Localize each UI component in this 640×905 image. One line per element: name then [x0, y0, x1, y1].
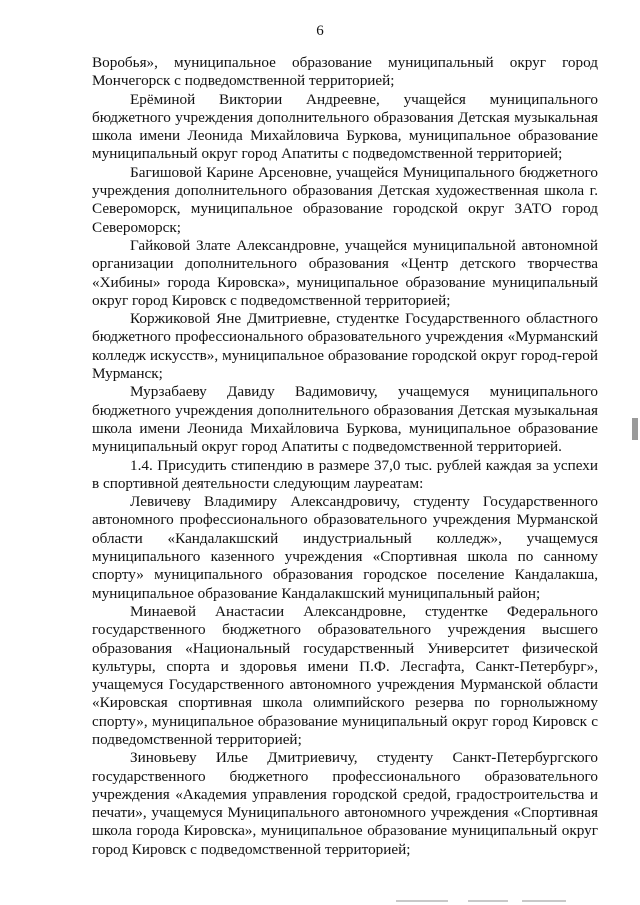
scan-edge-mark	[632, 418, 638, 440]
footer-scan-line	[396, 900, 448, 902]
document-body	[92, 54, 598, 859]
footer-scan-line	[522, 900, 566, 902]
paragraph-murzabaev: Мурзабаеву Давиду Вадимовичу, учащемуся муниципального бюджетного учреждения дополнительного образования Детская музыкальная школа имени Леонида Михайловича Буркова, муниципальное образование муниципальный округ город Апатиты с подведомственной территорией.	[92, 383, 598, 456]
paragraph-korzhikova: Коржиковой Яне Дмитриевне, студентке Государственного областного бюджетного профессионального образовательного учреждения «Мурманский колледж искусств», муниципальное образование городской округ город-герой Мурманск;	[92, 310, 598, 383]
paragraph-eryomina: Ерёминой Виктории Андреевне, учащейся муниципального бюджетного учреждения дополнительного образования Детская музыкальная школа имени Леонида Михайловича Буркова, муниципальное образование муниципальный округ город Апатиты с подведомственной территорией;	[92, 90, 598, 163]
page-number: 6	[316, 23, 324, 39]
paragraph-gaykova: Гайковой Злате Александровне, учащейся муниципальной автономной организации дополнительного образования «Центр детского творчества «Хибины» города Кировска», муниципальное образование муниципальный округ город Кировск с подведомственной территорией;	[92, 236, 598, 309]
clause-1-4: 1.4. Присудить стипендию в размере 37,0 тыс. рублей каждая за успехи в спортивной деятельности следующим лауреатам:	[92, 456, 598, 492]
paragraph-levichev: Левичеву Владимиру Александровичу, студенту Государственного автономного профессионального образовательного учреждения Мурманской области «Кандалакшский индустриальный колледж», учащемуся муниципального казенного учреждения «Спортивная школа по санному спорту» муниципального образования городское поселение Кандалакша, муниципальное образование Кандалакшский муниципальный район;	[92, 493, 598, 602]
paragraph-minaeva: Минаевой Анастасии Александровне, студентке Федерального государственного бюджетного образовательного учреждения высшего образования «Национальный государственный Университет физической культуры, спорта и здоровья имени П.Ф. Лесгафта, Санкт-Петербург», учащемуся Государственного автономного учреждения Мурманской области «Кировская спортивная школа олимпийского резерва по горнолыжному спорту», муниципальное образование муниципальный округ город Кировск с подведомственной территорией;	[92, 602, 598, 748]
paragraph-continuation: Воробья», муниципальное образование муниципальный округ город Мончегорск с подведомственной территорией;	[92, 54, 598, 90]
paragraph-bagishova: Багишовой Карине Арсеновне, учащейся Муниципального бюджетного учреждения дополнительного образования Детская художественная школа г. Североморск, муниципальное образование городской округ ЗАТО город Североморск;	[92, 163, 598, 236]
footer-scan-line	[468, 900, 508, 902]
paragraph-zinovyev: Зиновьеву Илье Дмитриевичу, студенту Санкт-Петербургского государственного бюджетного профессионального образовательного учреждения «Академия управления городской средой, градостроительства и печати», учащемуся Муниципального автономного учреждения «Спортивная школа города Кировска», муниципальное образование муниципальный округ город Кировск с подведомственной территорией;	[92, 749, 598, 858]
